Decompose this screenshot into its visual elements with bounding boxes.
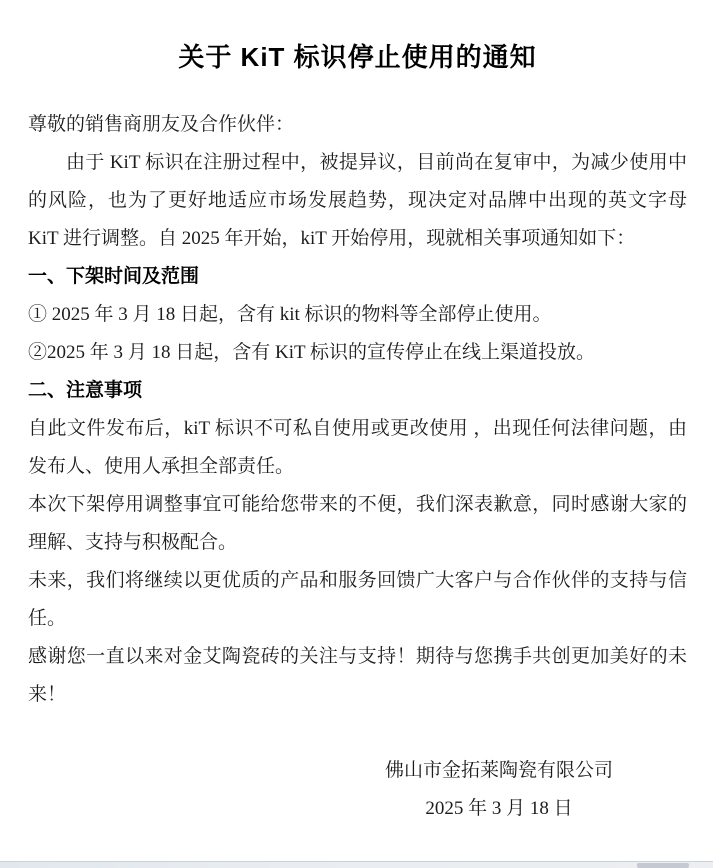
section2-heading: 二、注意事项 [28,380,143,401]
signature-date: 2025 年 3 月 18 日 [425,798,573,819]
company-name: 佛山市金拓莱陶瓷有限公司 [384,760,613,781]
document-title: 关于 KiT 标识停止使用的通知 [178,42,537,72]
greeting-line: 尊敬的销售商朋友及合作伙伴： [28,114,295,135]
section1-heading: 一、下架时间及范围 [28,266,200,287]
section1-item-2: ②2025 年 3 月 18 日起，含有 KiT 标识的宣传停止在线上渠道投放。 [28,342,596,363]
section2-paragraph-1: 自此文件发布后，kiT 标识不可私自使用或更改使用 ，出现任何法律问题，由发布人、使用人承担全部责任。 [28,418,687,477]
intro-paragraph: 由于 KiT 标识在注册过程中，被提异议，目前尚在复审中，为减少使用中的风险，也为了更好地适应市场发展趋势，现决定对品牌中出现的英文字母 KiT 进行调整。自 2025 年开始，kiT 开始停用，现就相关事项通知如下： [28,152,687,249]
section2-paragraph-2: 本次下架停用调整事宜可能给您带来的不便，我们深表歉意，同时感谢大家的理解、支持与积极配合。 [28,494,687,553]
scrollbar-thumb[interactable] [637,863,689,868]
section1-item-1: ① 2025 年 3 月 18 日起，含有 kit 标识的物料等全部停止使用。 [28,304,552,325]
horizontal-scrollbar[interactable] [0,861,713,868]
signature-block [359,752,639,828]
section2-paragraph-4: 感谢您一直以来对金艾陶瓷砖的关注与支持！期待与您携手共创更加美好的未来！ [28,646,687,705]
section2-paragraph-3: 未来，我们将继续以更优质的产品和服务回馈广大客户与合作伙伴的支持与信任。 [28,570,687,629]
